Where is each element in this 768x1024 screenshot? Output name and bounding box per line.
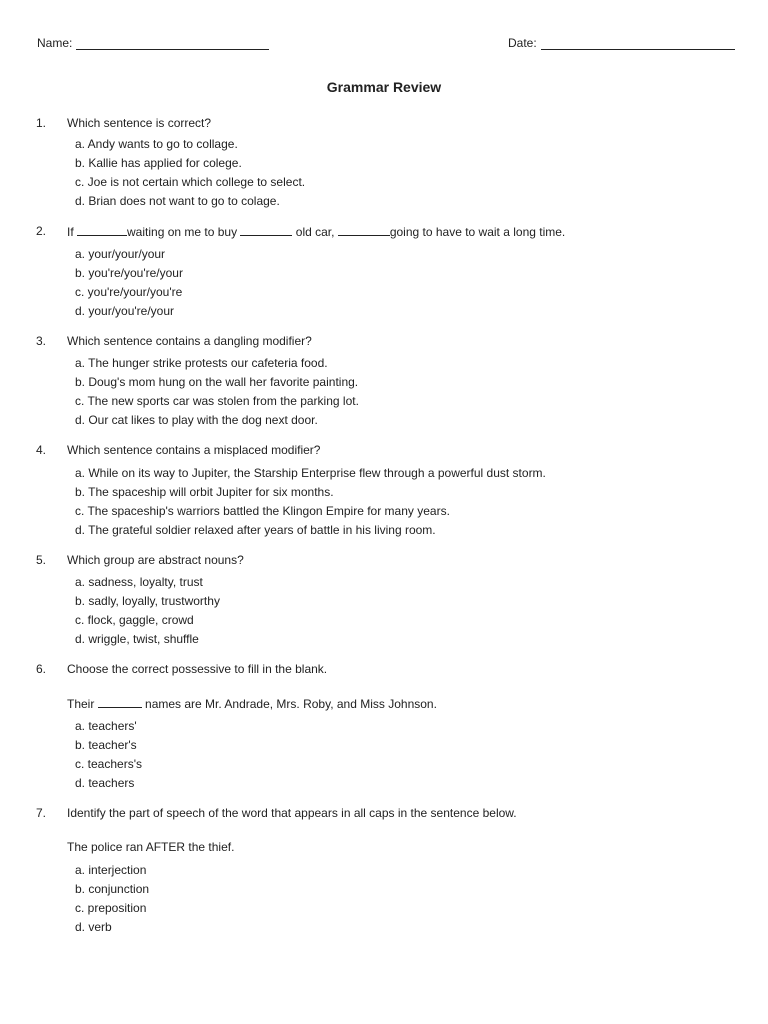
question-number: 1.	[36, 116, 47, 130]
option-b[interactable]: b. The spaceship will orbit Jupiter for six months.	[75, 485, 334, 499]
option-d[interactable]: d. Brian does not want to go to colage.	[75, 194, 280, 208]
option-d[interactable]: d. teachers	[75, 776, 135, 790]
option-c[interactable]: c. you're/your/you're	[75, 285, 183, 299]
question-text-part: old car,	[295, 225, 335, 239]
options-list	[75, 466, 546, 542]
option-a[interactable]: a. interjection	[75, 863, 147, 877]
option-d[interactable]: d. your/you're/your	[75, 304, 175, 318]
option-c[interactable]: c. flock, gaggle, crowd	[75, 613, 194, 627]
answer-blank[interactable]	[338, 224, 390, 236]
option-b[interactable]: b. conjunction	[75, 882, 150, 896]
question-text-part: waiting on me to buy	[127, 225, 238, 239]
option-b[interactable]: b. Doug's mom hung on the wall her favorite painting.	[75, 375, 359, 389]
option-c[interactable]: c. teachers's	[75, 757, 142, 771]
question-text: Identify the part of speech of the word that appears in all caps in the sentence below.	[67, 806, 517, 820]
options-list	[75, 137, 305, 213]
name-field[interactable]	[37, 36, 269, 50]
answer-blank[interactable]	[240, 224, 292, 236]
option-a[interactable]: a. sadness, loyalty, trust	[75, 575, 203, 589]
option-c[interactable]: c. The spaceship's warriors battled the Klingon Empire for many years.	[75, 504, 450, 518]
option-b[interactable]: b. you're/you're/your	[75, 266, 183, 280]
question-text-part: If	[67, 225, 74, 239]
answer-blank[interactable]	[98, 696, 142, 708]
option-a[interactable]: a. The hunger strike protests our cafeteria food.	[75, 356, 328, 370]
option-d[interactable]: d. The grateful soldier relaxed after years of battle in his living room.	[75, 523, 436, 537]
options-list	[75, 356, 359, 432]
question-text	[67, 224, 565, 239]
options-list	[75, 575, 220, 651]
option-d[interactable]: d. Our cat likes to play with the dog next door.	[75, 413, 318, 427]
options-list	[75, 719, 142, 795]
question-number: 7.	[36, 806, 47, 820]
option-a[interactable]: a. Andy wants to go to collage.	[75, 137, 238, 151]
name-label: Name:	[37, 36, 73, 50]
question-text-part: going to have to wait a long time.	[389, 225, 566, 239]
option-c[interactable]: c. Joe is not certain which college to select.	[75, 175, 306, 189]
example-sentence: The police ran AFTER the thief.	[67, 840, 235, 854]
option-d[interactable]: d. wriggle, twist, shuffle	[75, 632, 199, 646]
sentence-part: names are Mr. Andrade, Mrs. Roby, and Miss Johnson.	[145, 697, 437, 711]
question-number: 6.	[36, 662, 47, 676]
option-b[interactable]: b. teacher's	[75, 738, 137, 752]
option-c[interactable]: c. The new sports car was stolen from the parking lot.	[75, 394, 359, 408]
question-text: Which sentence is correct?	[67, 116, 212, 130]
page-title: Grammar Review	[326, 79, 442, 95]
question-text: Choose the correct possessive to fill in the blank.	[67, 662, 328, 676]
options-list	[75, 247, 183, 323]
question-text: Which sentence contains a misplaced modifier?	[67, 443, 321, 457]
answer-blank[interactable]	[77, 224, 127, 236]
question-text: Which group are abstract nouns?	[67, 553, 244, 567]
fill-in-sentence	[67, 696, 437, 711]
date-field[interactable]	[508, 36, 735, 50]
question-text: Which sentence contains a dangling modifier?	[67, 334, 312, 348]
question-number: 3.	[36, 334, 47, 348]
option-a[interactable]: a. teachers'	[75, 719, 137, 733]
sentence-part: Their	[67, 697, 95, 711]
option-d[interactable]: d. verb	[75, 920, 112, 934]
question-number: 2.	[36, 224, 47, 238]
options-list	[75, 863, 149, 939]
option-b[interactable]: b. sadly, loyally, trustworthy	[75, 594, 220, 608]
question-number: 5.	[36, 553, 47, 567]
option-a[interactable]: a. While on its way to Jupiter, the Starship Enterprise flew through a powerful dust storm.	[75, 466, 546, 480]
option-c[interactable]: c. preposition	[75, 901, 147, 915]
option-a[interactable]: a. your/your/your	[75, 247, 166, 261]
date-blank-line[interactable]	[541, 37, 735, 50]
date-label: Date:	[508, 36, 537, 50]
option-b[interactable]: b. Kallie has applied for colege.	[75, 156, 242, 170]
question-number: 4.	[36, 443, 47, 457]
name-blank-line[interactable]	[76, 37, 269, 50]
